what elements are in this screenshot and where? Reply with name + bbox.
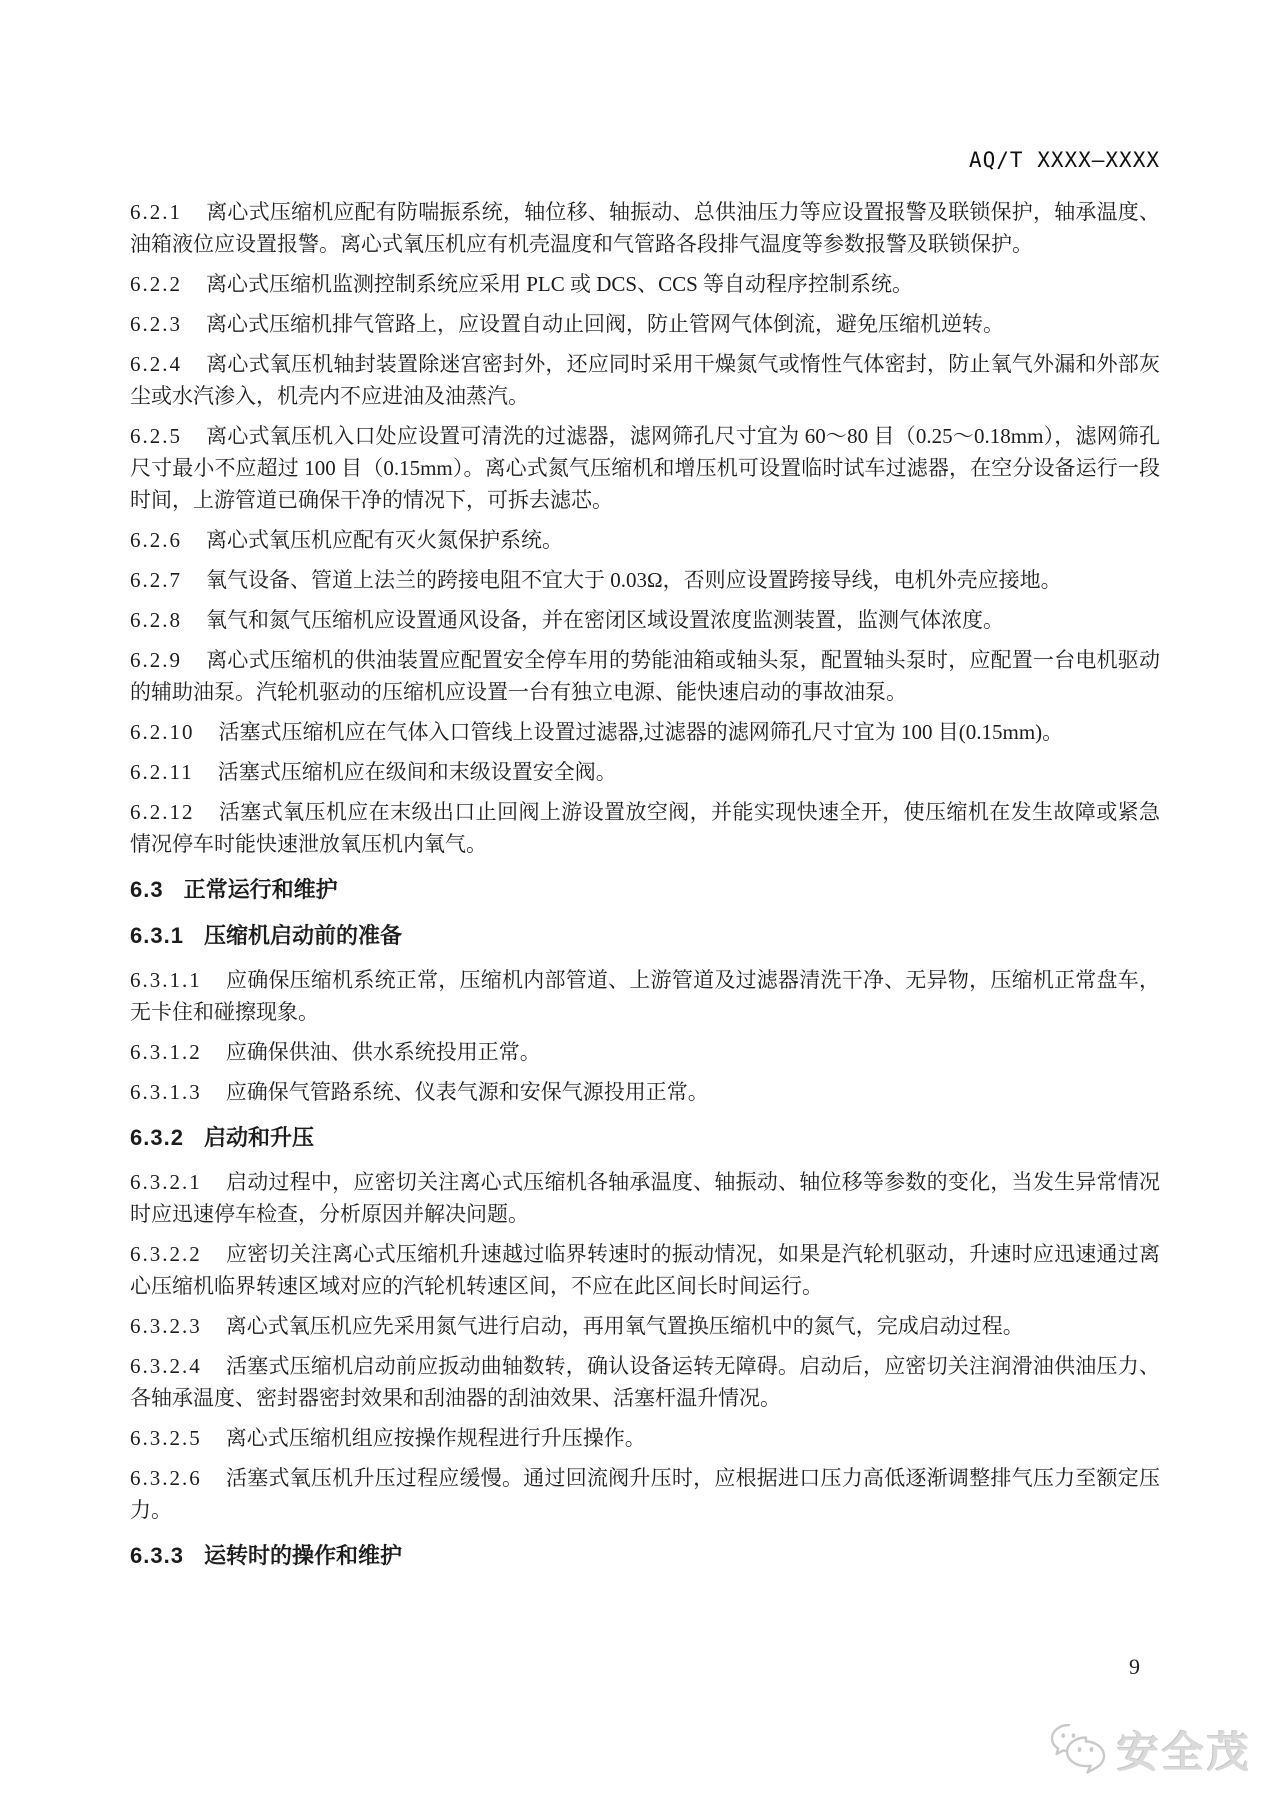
clause-text: 正常运行和维护	[183, 877, 338, 902]
clause-text: 离心式压缩机的供油装置应配置安全停车用的势能油箱或轴头泵，配置轴头泵时，应配置一台电机驱动的辅助油泵。汽轮机驱动的压缩机应设置一台有独立电源、能快速启动的事故油泵。	[130, 648, 1160, 704]
clause-text: 离心式压缩机监测控制系统应采用 PLC 或 DCS、CCS 等自动程序控制系统。	[206, 272, 914, 296]
clause-6-3-1	[130, 920, 1160, 952]
clause-text: 压缩机启动前的准备	[203, 923, 402, 948]
clause-text: 活塞式氧压机升压过程应缓慢。通过回流阀升压时，应根据进口压力高低逐渐调整排气压力至额定压力。	[130, 1466, 1160, 1522]
clause-text: 离心式氧压机轴封装置除迷宫密封外，还应同时采用干燥氮气或惰性气体密封，防止氧气外漏和外部灰尘或水汽渗入，机壳内不应进油及油蒸汽。	[130, 352, 1160, 408]
clause-number: 6.2.11	[130, 760, 194, 784]
clause-text: 应确保供油、供水系统投用正常。	[225, 1040, 541, 1064]
clause-number: 6.3.1.2	[130, 1040, 202, 1064]
page-number: 9	[1129, 1654, 1140, 1679]
clause-number: 6.3	[130, 877, 164, 902]
clause-number: 6.2.10	[130, 720, 195, 744]
clause-6-3-2	[130, 1122, 1160, 1154]
clause-text: 离心式氧压机应先采用氮气进行启动，再用氧气置换压缩机中的氮气，完成启动过程。	[225, 1314, 1024, 1338]
watermark-label: 安全茂	[1116, 1729, 1252, 1776]
clause-number: 6.2.2	[130, 272, 182, 296]
clause-6-2-6	[130, 524, 1160, 556]
clause-number: 6.3.3	[130, 1543, 184, 1568]
clause-6-3	[130, 874, 1160, 906]
clause-text: 离心式压缩机组应按操作规程进行升压操作。	[225, 1426, 646, 1450]
watermark	[1047, 1720, 1252, 1780]
clause-6-2-2	[130, 268, 1160, 300]
clause-6-3-2-6	[130, 1462, 1160, 1526]
clause-6-3-1-1	[130, 964, 1160, 1028]
clause-6-3-2-1	[130, 1166, 1160, 1230]
clause-6-3-2-5	[130, 1422, 1160, 1454]
clause-text: 氧气设备、管道上法兰的跨接电阻不宜大于 0.03Ω，否则应设置跨接导线，电机外壳应接地。	[206, 568, 1062, 592]
clause-6-2-8	[130, 604, 1160, 636]
clause-text: 离心式氧压机入口处应设置可清洗的过滤器，滤网筛孔尺寸宜为 60～80 目（0.25～0.18mm），滤网筛孔尺寸最小不应超过 100 目（0.15mm）。离心式氮气压缩机和增压机可设置临时试车过滤器，在空分设备运行一段时间，上游管道已确保干净的情况下，可拆去滤芯。	[130, 424, 1160, 512]
clause-6-2-7	[130, 564, 1160, 596]
clause-text: 活塞式压缩机应在气体入口管线上设置过滤器,过滤器的滤网筛孔尺寸宜为 100 目(0.15mm)。	[218, 720, 1064, 744]
clause-6-3-1-2	[130, 1036, 1160, 1068]
clause-number: 6.2.7	[130, 568, 182, 592]
clause-number: 6.3.2.3	[130, 1314, 202, 1338]
clause-6-2-10	[130, 716, 1160, 748]
clause-6-3-1-3	[130, 1076, 1160, 1108]
clause-text: 应确保压缩机系统正常，压缩机内部管道、上游管道及过滤器清洗干净、无异物，压缩机正常盘车，无卡住和碰擦现象。	[130, 968, 1160, 1024]
clause-6-3-2-4	[130, 1350, 1160, 1414]
standard-number-header: AQ/T XXXX—XXXX	[968, 148, 1160, 172]
clause-6-2-9	[130, 644, 1160, 708]
clause-text: 应确保气管路系统、仪表气源和安保气源投用正常。	[225, 1080, 709, 1104]
clause-number: 6.3.2.6	[130, 1466, 202, 1490]
clause-number: 6.3.2.1	[130, 1170, 202, 1194]
clause-number: 6.3.1.1	[130, 968, 202, 992]
clause-6-2-5	[130, 420, 1160, 516]
clause-number: 6.2.8	[130, 608, 182, 632]
clause-6-3-3	[130, 1540, 1160, 1572]
clause-number: 6.3.2.2	[130, 1242, 202, 1266]
clause-text: 应密切关注离心式压缩机升速越过临界转速时的振动情况，如果是汽轮机驱动，升速时应迅速通过离心压缩机临界转速区域对应的汽轮机转速区间，不应在此区间长时间运行。	[130, 1242, 1160, 1298]
clause-number: 6.3.1.3	[130, 1080, 202, 1104]
clause-number: 6.2.6	[130, 528, 182, 552]
document-body	[130, 196, 1160, 1584]
clause-number: 6.2.3	[130, 312, 182, 336]
clause-text: 活塞式压缩机启动前应扳动曲轴数转，确认设备运转无障碍。启动后，应密切关注润滑油供油压力、各轴承温度、密封器密封效果和刮油器的刮油效果、活塞杆温升情况。	[130, 1354, 1160, 1410]
wechat-bubbles-icon	[1047, 1722, 1109, 1778]
clause-6-3-2-3	[130, 1310, 1160, 1342]
clause-text: 运转时的操作和维护	[203, 1543, 402, 1568]
clause-number: 6.3.2.5	[130, 1426, 202, 1450]
clause-text: 离心式压缩机应配有防喘振系统，轴位移、轴振动、总供油压力等应设置报警及联锁保护，轴承温度、油箱液位应设置报警。离心式氧压机应有机壳温度和气管路各段排气温度等参数报警及联锁保护。	[130, 200, 1160, 256]
clause-number: 6.2.4	[130, 352, 182, 376]
clause-number: 6.3.2	[130, 1125, 184, 1150]
clause-6-2-3	[130, 308, 1160, 340]
clause-6-2-4	[130, 348, 1160, 412]
clause-number: 6.2.5	[130, 424, 182, 448]
clause-number: 6.3.1	[130, 923, 184, 948]
clause-6-2-12	[130, 796, 1160, 860]
clause-text: 启动和升压	[203, 1125, 314, 1150]
clause-6-2-11	[130, 756, 1160, 788]
clause-text: 活塞式氧压机应在末级出口止回阀上游设置放空阀，并能实现快速全开，使压缩机在发生故障或紧急情况停车时能快速泄放氧压机内氧气。	[130, 800, 1160, 856]
clause-text: 离心式氧压机应配有灭火氮保护系统。	[206, 528, 563, 552]
clause-number: 6.3.2.4	[130, 1354, 202, 1378]
clause-6-2-1	[130, 196, 1160, 260]
clause-text: 氧气和氮气压缩机应设置通风设备，并在密闭区域设置浓度监测装置，监测气体浓度。	[206, 608, 1004, 632]
clause-number: 6.2.9	[130, 648, 182, 672]
clause-number: 6.2.12	[130, 800, 195, 824]
clause-number: 6.2.1	[130, 200, 182, 224]
clause-text: 活塞式压缩机应在级间和末级设置安全阀。	[217, 760, 617, 784]
clause-text: 启动过程中，应密切关注离心式压缩机各轴承温度、轴振动、轴位移等参数的变化，当发生异常情况时应迅速停车检查，分析原因并解决问题。	[130, 1170, 1160, 1226]
clause-text: 离心式压缩机排气管路上，应设置自动止回阀，防止管网气体倒流，避免压缩机逆转。	[206, 312, 1004, 336]
clause-6-3-2-2	[130, 1238, 1160, 1302]
